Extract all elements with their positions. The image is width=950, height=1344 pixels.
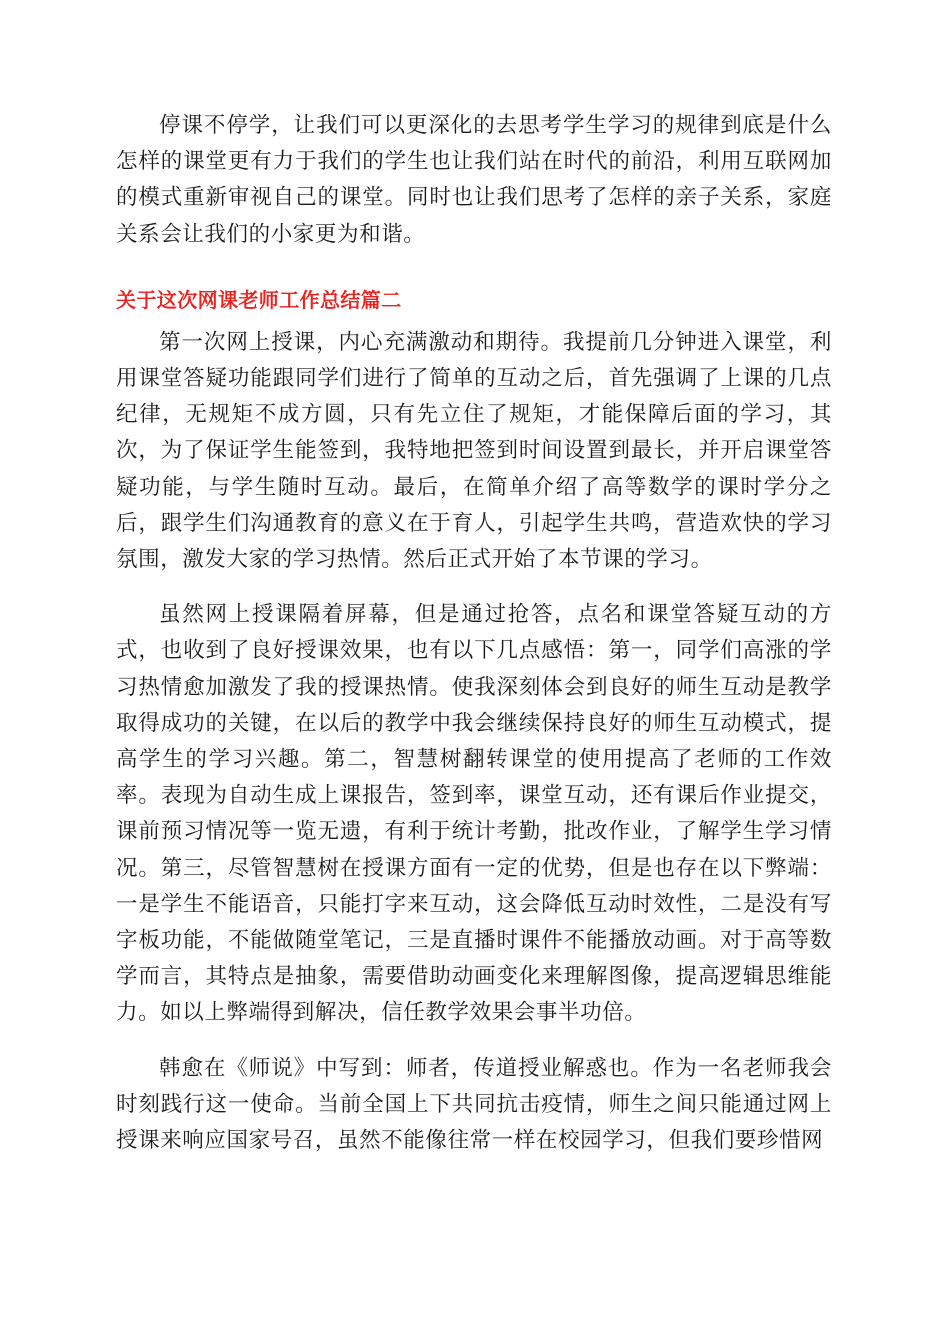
body-paragraph-1: 第一次网上授课，内心充满激动和期待。我提前几分钟进入课堂，利用课堂答疑功能跟同学们进行了简单的互动之后，首先强调了上课的几点纪律，无规矩不成方圆，只有先立住了规矩，才能保障后面的学习，其次，为了保证学生能签到，我特地把签到时间设置到最长，并开启课堂答疑功能，与学生随时互动。最后，在简单介绍了高等数学的课时学分之后，跟学生们沟通教育的意义在于育人，引起学生共鸣，营造欢快的学习氛围，激发大家的学习热情。然后正式开始了本节课的学习。	[116, 329, 832, 573]
intro-paragraph: 停课不停学，让我们可以更深化的去思考学生学习的规律到底是什么怎样的课堂更有力于我们的学生也让我们站在时代的前沿，利用互联网加的模式重新审视自己的课堂。同时也让我们思考了怎样的亲子关系，家庭关系会让我们的小家更为和谐。	[116, 113, 832, 247]
section-heading: 关于这次网课老师工作总结篇二	[116, 287, 402, 312]
body-paragraph-3: 韩愈在《师说》中写到：师者，传道授业解惑也。作为一名老师我会时刻践行这一使命。当前全国上下共同抗击疫情，师生之间只能通过网上授课来响应国家号召，虽然不能像往常一样在校园学习，但我们要珍惜网	[116, 1055, 832, 1154]
body-paragraph-2: 虽然网上授课隔着屏幕，但是通过抢答，点名和课堂答疑互动的方式，也收到了良好授课效果，也有以下几点感悟：第一，同学们高涨的学习热情愈加激发了我的授课热情。使我深刻体会到良好的师生互动是教学取得成功的关键，在以后的教学中我会继续保持良好的师生互动模式，提高学生的学习兴趣。第二，智慧树翻转课堂的使用提高了老师的工作效率。表现为自动生成上课报告，签到率，课堂互动，还有课后作业提交，课前预习情况等一览无遗，有利于统计考勤，批改作业，了解学生学习情况。第三，尽管智慧树在授课方面有一定的优势，但是也存在以下弊端：一是学生不能语音，只能打字来互动，这会降低互动时效性，二是没有写字板功能，不能做随堂笔记，三是直播时课件不能播放动画。对于高等数学而言，其特点是抽象，需要借助动画变化来理解图像，提高逻辑思维能力。如以上弊端得到解决，信任教学效果会事半功倍。	[116, 602, 832, 1026]
